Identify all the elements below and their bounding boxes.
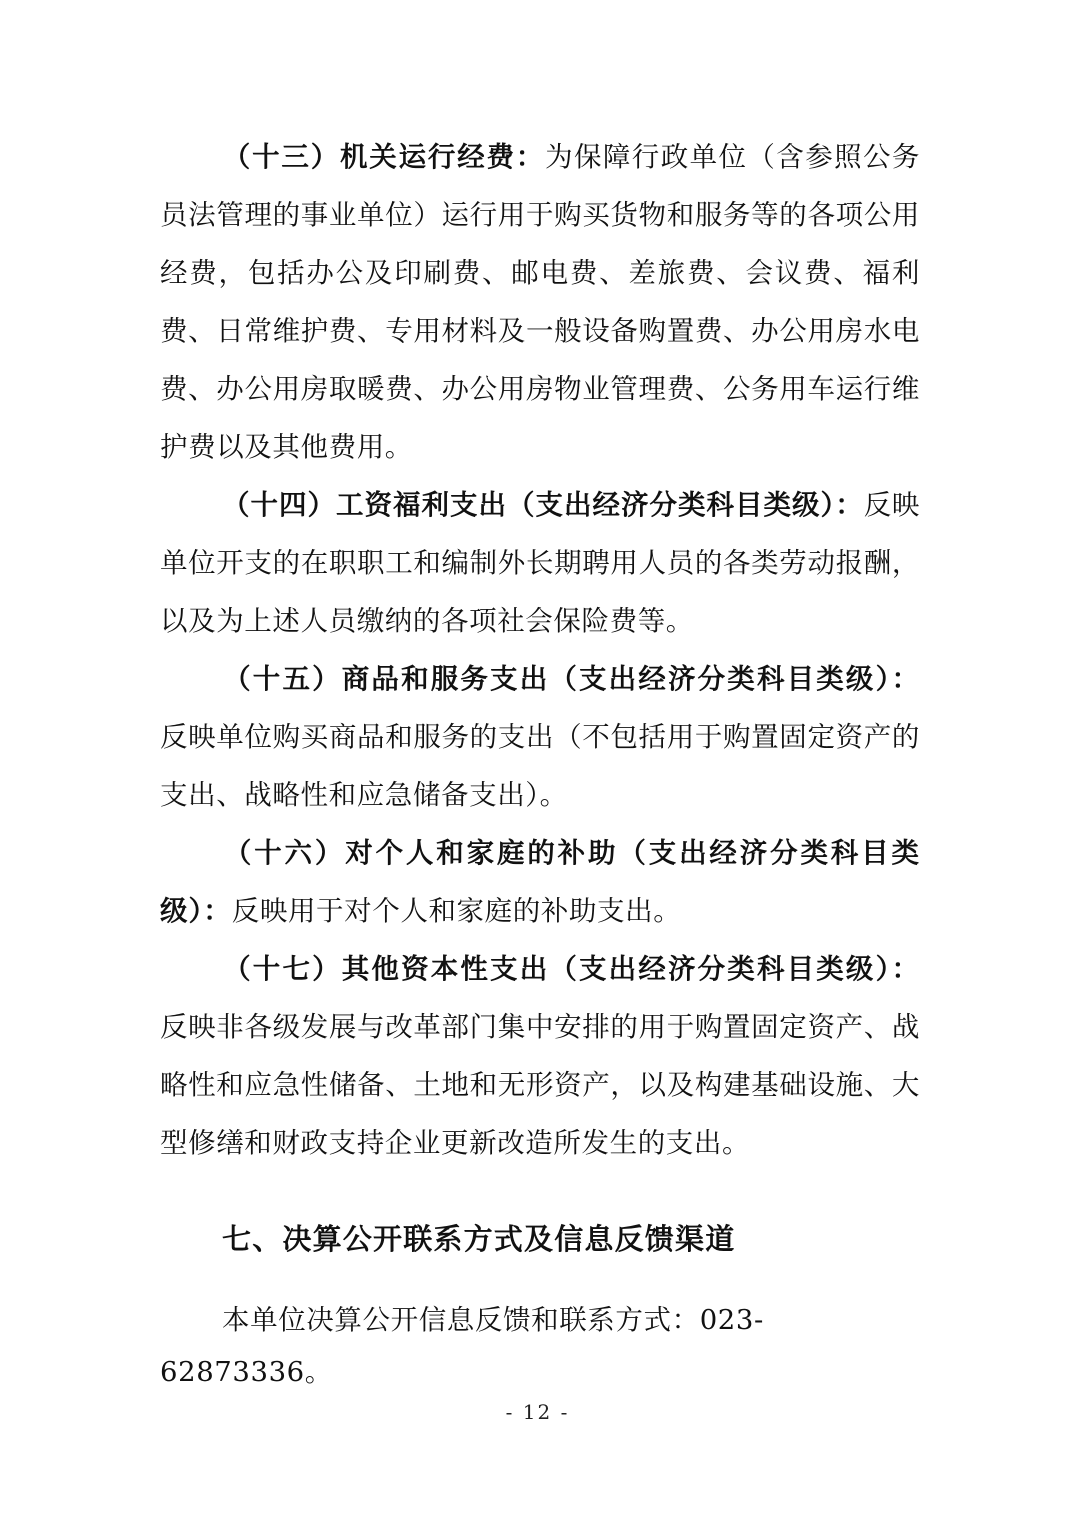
paragraph-14-text: 反映单位开支的在职职工和编制外长期聘用人员的各类劳动报酬，以及为上述人员缴纳的各项社会保险费等。 bbox=[160, 489, 920, 637]
document-body bbox=[160, 128, 920, 1398]
paragraph-14 bbox=[160, 476, 920, 650]
paragraph-16-text: 反映用于对个人和家庭的补助支出。 bbox=[231, 895, 682, 927]
paragraph-17-lead: （十七）其他资本性支出（支出经济分类科目类级）： bbox=[222, 953, 920, 985]
paragraph-16 bbox=[160, 824, 920, 940]
contact-paragraph: 本单位决算公开信息反馈和联系方式：023-62873336。 bbox=[160, 1304, 764, 1388]
paragraph-15-lead: （十五）商品和服务支出（支出经济分类科目类级）： bbox=[222, 663, 920, 695]
paragraph-13 bbox=[160, 128, 920, 476]
paragraph-14-lead: （十四）工资福利支出（支出经济分类科目类级）： bbox=[222, 489, 864, 521]
paragraph-13-lead: （十三）机关运行经费： bbox=[222, 141, 546, 173]
section-heading-7: 七、决算公开联系方式及信息反馈渠道 bbox=[222, 1222, 736, 1256]
paragraph-15-text: 反映单位购买商品和服务的支出（不包括用于购置固定资产的支出、战略性和应急储备支出）。 bbox=[160, 721, 920, 811]
paragraph-17-text: 反映非各级发展与改革部门集中安排的用于购置固定资产、战略性和应急性储备、土地和无形资产，以及构建基础设施、大型修缮和财政支持企业更新改造所发生的支出。 bbox=[160, 1011, 920, 1159]
paragraph-15 bbox=[160, 650, 920, 824]
paragraph-17 bbox=[160, 940, 920, 1172]
paragraph-13-text: 为保障行政单位（含参照公务员法管理的事业单位）运行用于购买货物和服务等的各项公用经费，包括办公及印刷费、邮电费、差旅费、会议费、福利费、日常维护费、专用材料及一般设备购置费、办公用房水电费、办公用房取暖费、办公用房物业管理费、公务用车运行维护费以及其他费用。 bbox=[160, 141, 920, 463]
paragraph-16-lead: （十六）对个人和家庭的补助（支出经济分类科目类级）： bbox=[160, 837, 920, 927]
page-number: - 12 - bbox=[505, 1400, 570, 1424]
